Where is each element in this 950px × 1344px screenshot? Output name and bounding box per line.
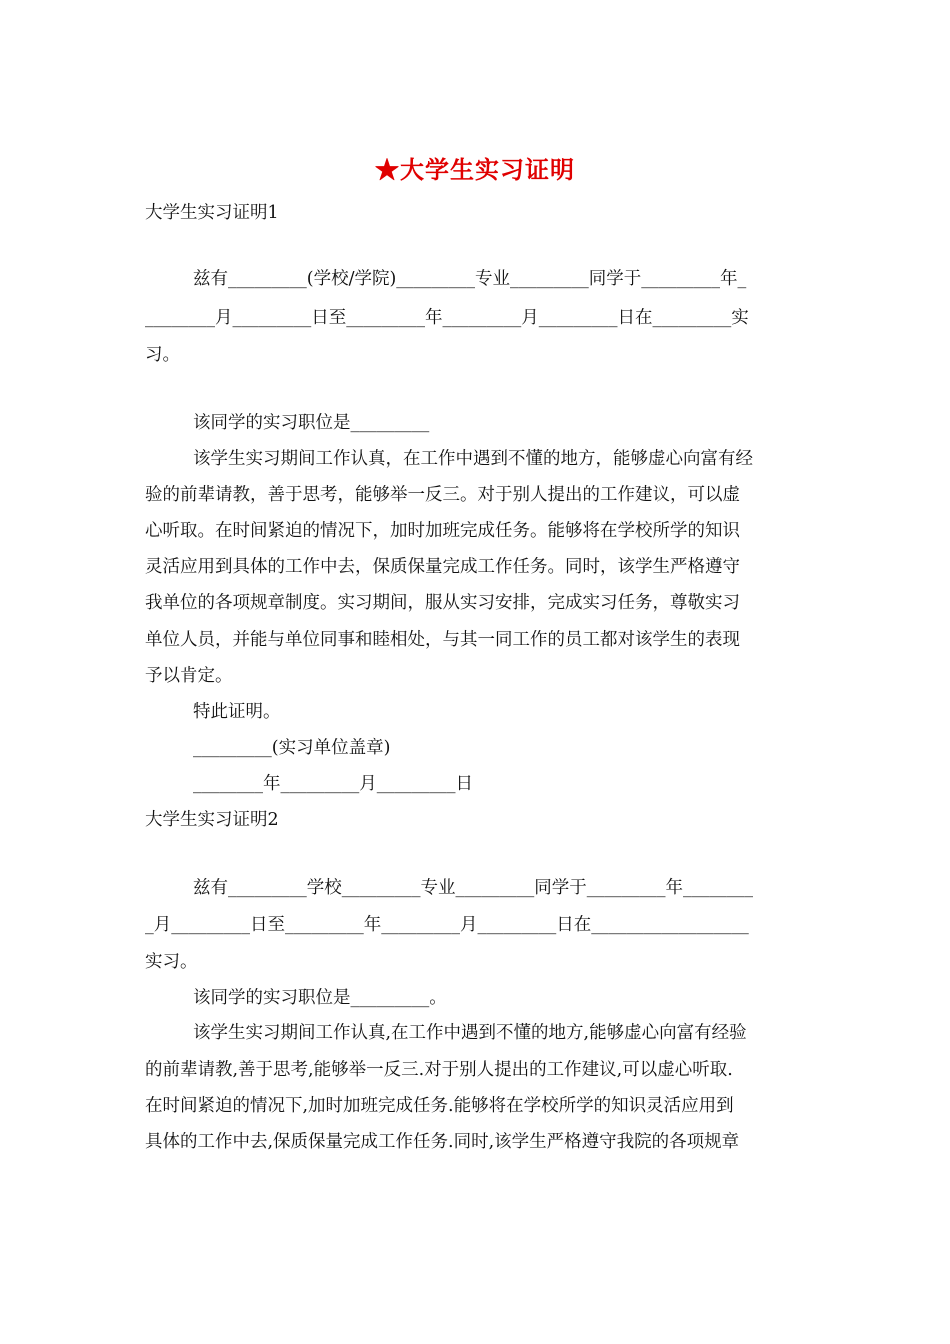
section1-line: 兹有_________(学校/学院)_________专业_________同学于_________年_ <box>193 269 747 289</box>
section2-line: 实习。 <box>145 952 198 972</box>
section1-line: 验的前辈请教，善于思考，能够举一反三。对于别人提出的工作建议，可以虚 <box>145 485 740 505</box>
section2-line: 的前辈请教,善于思考,能够举一反三.对于别人提出的工作建议,可以虚心听取. <box>145 1060 733 1080</box>
section1-line: 我单位的各项规章制度。实习期间，服从实习安排，完成实习任务，尊敬实习 <box>145 593 740 613</box>
document-title: ★大学生实习证明 <box>375 155 575 184</box>
section1-heading: 大学生实习证明1 <box>145 203 279 223</box>
section1-line: 心听取。在时间紧迫的情况下，加时加班完成任务。能够将在学校所学的知识 <box>145 521 740 541</box>
section2-heading: 大学生实习证明2 <box>145 810 279 830</box>
section1-line: 灵活应用到具体的工作中去，保质保量完成工作任务。同时，该学生严格遵守 <box>145 557 740 577</box>
section2-line: _月_________日至_________年_________月_________日在__________________ <box>145 915 749 935</box>
section2-line: 该同学的实习职位是_________。 <box>193 988 447 1008</box>
section1-line: ________月_________日至_________年_________月_________日在_________实 <box>145 308 749 328</box>
section2-line: 在时间紧迫的情况下,加时加班完成任务.能够将在学校所学的知识灵活应用到 <box>145 1096 734 1116</box>
section2-line: 具体的工作中去,保质保量完成工作任务.同时,该学生严格遵守我院的各项规章 <box>145 1132 740 1152</box>
section1-line: 该学生实习期间工作认真，在工作中遇到不懂的地方，能够虚心向富有经 <box>193 449 753 469</box>
section1-line: 单位人员，并能与单位同事和睦相处，与其一同工作的员工都对该学生的表现 <box>145 630 740 650</box>
section2-line: 该学生实习期间工作认真,在工作中遇到不懂的地方,能够虚心向富有经验 <box>193 1023 747 1043</box>
section1-line: 该同学的实习职位是_________ <box>193 413 430 433</box>
section2-line: 兹有_________学校_________专业_________同学于_________年________ <box>193 878 753 898</box>
section1-line: ________年_________月_________日 <box>193 774 473 794</box>
section1-line: 特此证明。 <box>193 702 281 722</box>
section1-line: _________(实习单位盖章) <box>193 738 391 758</box>
section1-line: 予以肯定。 <box>145 666 233 686</box>
section1-line: 习。 <box>145 345 180 365</box>
